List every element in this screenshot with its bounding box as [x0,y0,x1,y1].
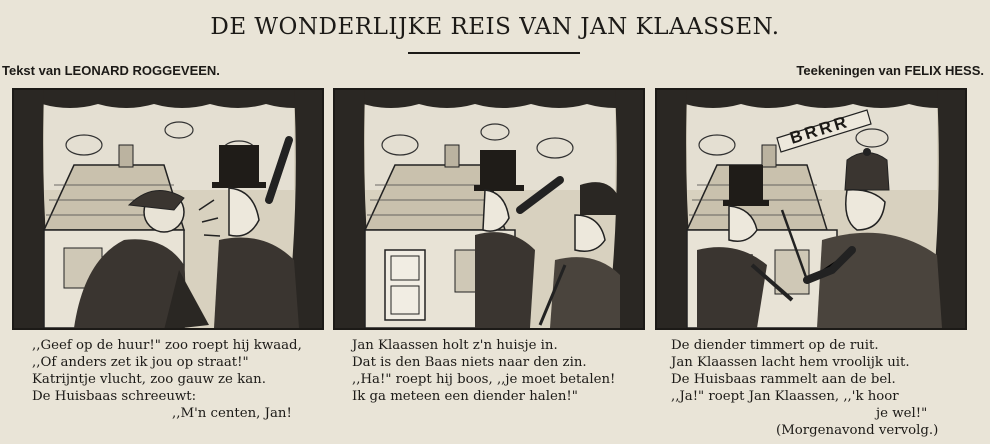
continuation-note: (Morgenavond vervolg.) [776,423,939,438]
comic-panel-1 [12,88,324,330]
caption-line: ,,Ha!" roept hij boos, ,,je moet betalen! [352,372,616,387]
caption-line: Dat is den Baas niets naar den zin. [352,355,587,370]
caption-line: De diender timmert op de ruit. [671,338,879,353]
panel-2-caption [352,337,615,405]
panel-2-illustration [335,90,643,328]
panel-1-caption [32,337,302,422]
caption-line: ,,Of anders zet ik jou op straat!" [32,355,249,370]
panel-1-illustration [14,90,322,328]
panel-3-caption [671,337,938,439]
caption-line: ,,Geef op de huur!" zoo roept hij kwaad, [32,338,302,353]
text-credit: Tekst van LEONARD ROGGEVEEN. [2,63,220,78]
panel-3-illustration [657,90,965,328]
comic-panel-3 [655,88,967,330]
caption-line: ,,Ja!" roept Jan Klaassen, ,,'k hoor [671,389,899,404]
caption-line: ,,M'n centen, Jan! [172,406,292,421]
caption-line: Ik ga meteen een diender halen!" [352,389,578,404]
comic-title: DE WONDERLIJKE REIS VAN JAN KLAASSEN. [210,14,780,40]
caption-line: De Huisbaas rammelt aan de bel. [671,372,896,387]
caption-line: Jan Klaassen lacht hem vroolijk uit. [671,355,910,370]
title-rule [408,52,580,54]
caption-line: je wel!" [876,406,928,421]
caption-line: De Huisbaas schreeuwt: [32,389,197,404]
sound-effect: BRRR [787,111,852,148]
caption-line: Jan Klaassen holt z'n huisje in. [352,338,558,353]
drawing-credit: Teekeningen van FELIX HESS. [796,63,984,78]
caption-line: Katrijntje vlucht, zoo gauw ze kan. [32,372,266,387]
comic-panel-2 [333,88,645,330]
